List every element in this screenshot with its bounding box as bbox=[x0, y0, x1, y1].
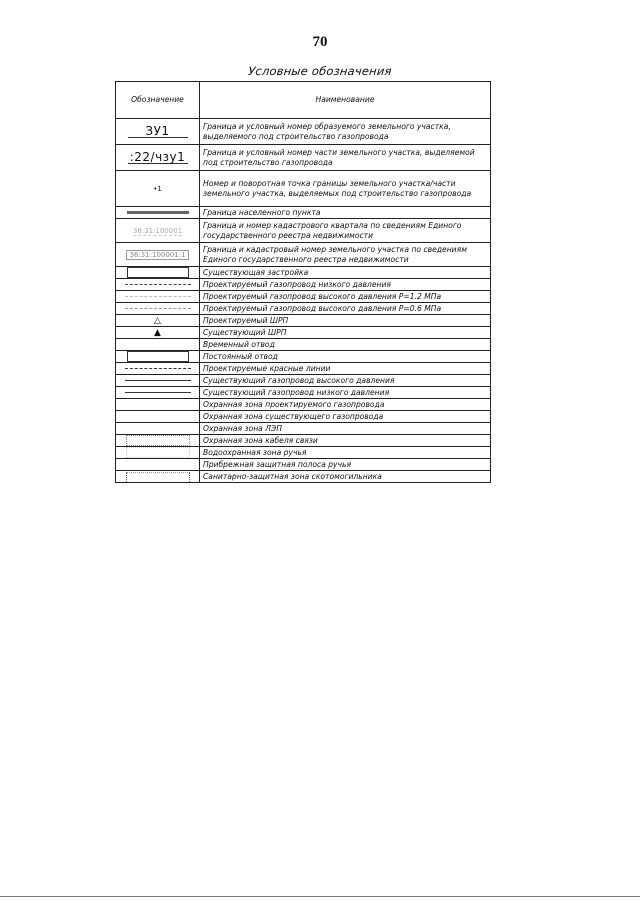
symbol-zone-proj-gas bbox=[116, 399, 200, 411]
symbol-cadastral-plot bbox=[116, 243, 200, 267]
legend-row bbox=[116, 351, 491, 363]
symbol-label: •1 bbox=[153, 184, 162, 193]
legend-row bbox=[116, 219, 491, 243]
symbol-turning-point bbox=[116, 171, 200, 207]
legend-name: Охранная зона ЛЭП bbox=[200, 423, 491, 435]
symbol-zone-comm-cable bbox=[116, 435, 200, 447]
legend-name: Проектируемый ШРП bbox=[200, 315, 491, 327]
legend-row bbox=[116, 423, 491, 435]
legend-title: Условные обозначения bbox=[247, 64, 393, 78]
symbol-perm-allotment bbox=[116, 351, 200, 363]
symbol-exist-gas-low bbox=[116, 387, 200, 399]
legend-row bbox=[116, 399, 491, 411]
header-name: Наименование bbox=[200, 82, 491, 119]
legend-name: Охранная зона проектируемого газопровода bbox=[200, 399, 491, 411]
legend-row bbox=[116, 327, 491, 339]
dotted-rectangle-icon bbox=[126, 435, 190, 446]
symbol-zone-power-line bbox=[116, 423, 200, 435]
symbol-label: :22/чзу1 bbox=[128, 152, 188, 164]
legend-row bbox=[116, 267, 491, 279]
legend-name: Граница и кадастровый номер земельного участка по сведениям Единого государственного реестра недвижимости bbox=[200, 243, 491, 267]
legend-row bbox=[116, 435, 491, 447]
dotted-rectangle-icon bbox=[126, 472, 190, 482]
symbol-proj-gas-high-06 bbox=[116, 303, 200, 315]
legend-name: Постоянный отвод bbox=[200, 351, 491, 363]
legend-name: Существующий газопровод низкого давления bbox=[200, 387, 491, 399]
symbol-plot-boundary bbox=[116, 119, 200, 145]
header-symbol: Обозначение bbox=[116, 82, 200, 119]
legend-name: Временный отвод bbox=[200, 339, 491, 351]
legend-header-row bbox=[116, 82, 491, 119]
legend-name: Существующий ШРП bbox=[200, 327, 491, 339]
legend-name: Номер и поворотная точка границы земельного участка/части земельного участка, выделяемых под строительство газопровода bbox=[200, 171, 491, 207]
settlement-line-icon bbox=[127, 211, 189, 214]
legend-row bbox=[116, 387, 491, 399]
legend-row bbox=[116, 243, 491, 267]
symbol-settlement-boundary bbox=[116, 207, 200, 219]
legend-row bbox=[116, 171, 491, 207]
symbol-zone-exist-gas bbox=[116, 411, 200, 423]
symbol-zone-water bbox=[116, 447, 200, 459]
legend-row bbox=[116, 459, 491, 471]
legend-row bbox=[116, 207, 491, 219]
symbol-label: 36:31:100001 bbox=[132, 226, 183, 235]
legend-row bbox=[116, 145, 491, 171]
dashed-line-icon bbox=[125, 296, 191, 297]
symbol-part-boundary bbox=[116, 145, 200, 171]
gas-line-icon bbox=[125, 380, 191, 381]
dashed-line-icon bbox=[125, 368, 191, 369]
symbol-proj-shrp bbox=[116, 315, 200, 327]
legend-name: Санитарно-защитная зона скотомогильника bbox=[200, 471, 491, 483]
legend-name: Граница и условный номер образуемого земельного участка, выделяемого под строительство газопровода bbox=[200, 119, 491, 145]
symbol-exist-shrp bbox=[116, 327, 200, 339]
symbol-coastal-strip bbox=[116, 459, 200, 471]
legend-name: Граница населенного пункта bbox=[200, 207, 491, 219]
legend-row bbox=[116, 279, 491, 291]
page-bottom-rule bbox=[0, 896, 640, 897]
triangle-filled-icon: ▲ bbox=[154, 327, 161, 338]
symbol-proj-gas-high-12 bbox=[116, 291, 200, 303]
symbol-proj-gas-low bbox=[116, 279, 200, 291]
page-number: 70 bbox=[312, 34, 328, 50]
legend-row bbox=[116, 471, 491, 483]
symbol-red-lines bbox=[116, 363, 200, 375]
symbol-sanitary-zone bbox=[116, 471, 200, 483]
legend-row bbox=[116, 411, 491, 423]
dotted-rectangle-icon bbox=[126, 447, 190, 458]
dashed-line-icon bbox=[125, 308, 191, 309]
legend-row bbox=[116, 303, 491, 315]
legend-name: Существующая застройка bbox=[200, 267, 491, 279]
gas-line-icon bbox=[125, 392, 191, 393]
dashed-line-icon bbox=[125, 284, 191, 285]
symbol-exist-gas-high bbox=[116, 375, 200, 387]
symbol-label: 36:31:100001:1 bbox=[126, 250, 188, 260]
building-icon bbox=[127, 267, 189, 278]
legend-name: Граница и условный номер части земельного участка, выделяемой под строительство газопровода bbox=[200, 145, 491, 171]
legend-name: Существующий газопровод высокого давления bbox=[200, 375, 491, 387]
legend-name: Охранная зона существующего газопровода bbox=[200, 411, 491, 423]
symbol-temp-allotment bbox=[116, 339, 200, 351]
legend-name: Проектируемый газопровод низкого давления bbox=[200, 279, 491, 291]
legend-name: Проектируемые красные линии bbox=[200, 363, 491, 375]
triangle-outline-icon: △ bbox=[154, 315, 161, 326]
legend-row bbox=[116, 339, 491, 351]
rectangle-icon bbox=[127, 351, 189, 362]
legend-row bbox=[116, 363, 491, 375]
symbol-label: ЗУ1 bbox=[128, 126, 188, 138]
legend-row bbox=[116, 375, 491, 387]
legend-row bbox=[116, 291, 491, 303]
legend-row bbox=[116, 315, 491, 327]
legend-row bbox=[116, 119, 491, 145]
legend-name: Проектируемый газопровод высокого давления Р=0.6 МПа bbox=[200, 303, 491, 315]
legend-row bbox=[116, 447, 491, 459]
legend-name: Граница и номер кадастрового квартала по сведениям Единого государственного реестра недвижимости bbox=[200, 219, 491, 243]
legend-name: Охранная зона кабеля связи bbox=[200, 435, 491, 447]
legend-name: Водоохранная зона ручья bbox=[200, 447, 491, 459]
legend-table bbox=[115, 81, 491, 483]
symbol-existing-building bbox=[116, 267, 200, 279]
symbol-cadastral-quarter bbox=[116, 219, 200, 243]
legend-name: Прибрежная защитная полоса ручья bbox=[200, 459, 491, 471]
legend-name: Проектируемый газопровод высокого давления Р=1.2 МПа bbox=[200, 291, 491, 303]
